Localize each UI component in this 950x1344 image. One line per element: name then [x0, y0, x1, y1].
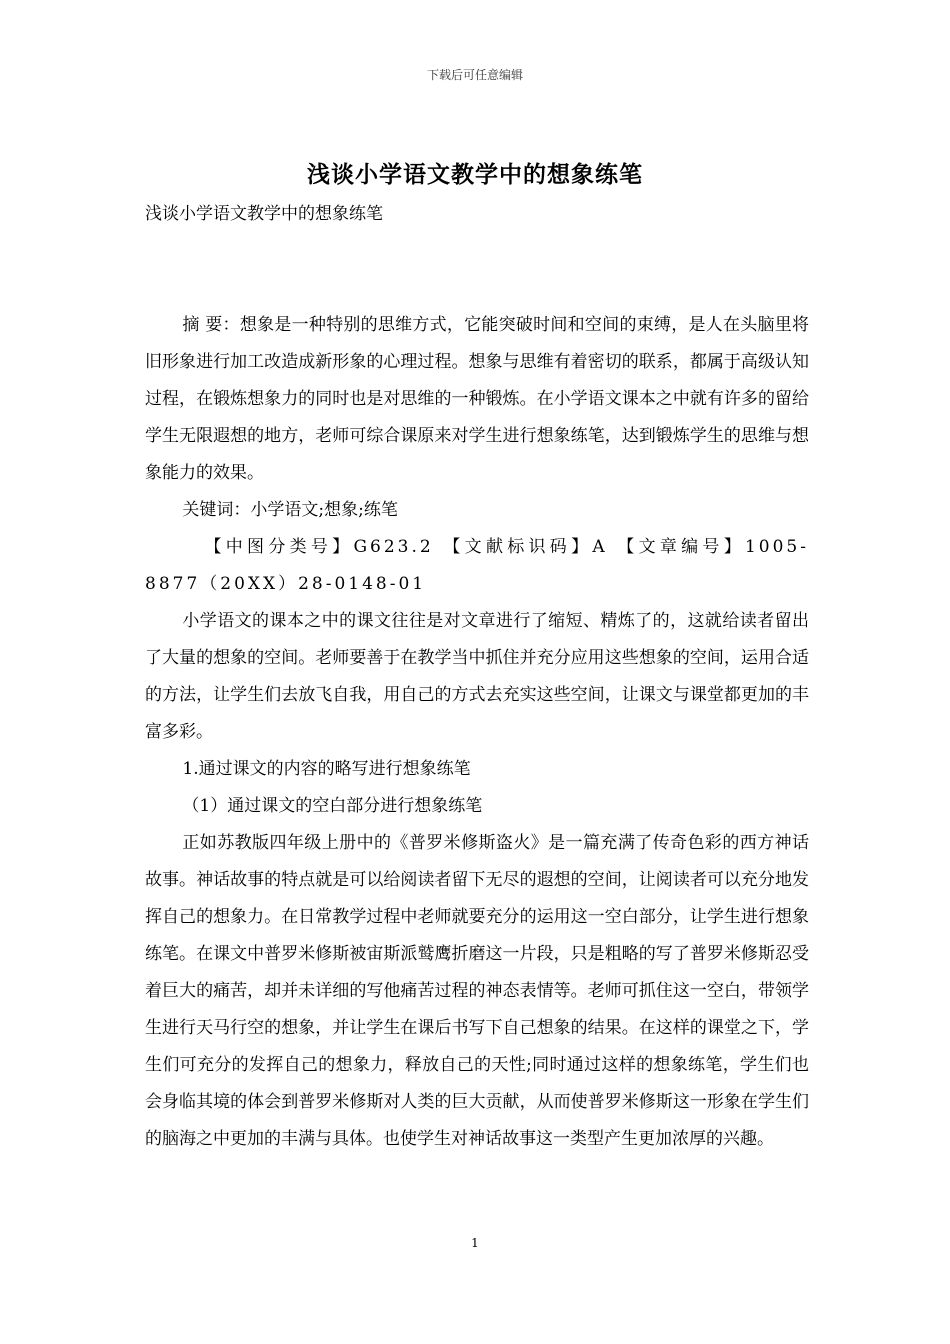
intro-paragraph: 小学语文的课本之中的课文往往是对文章进行了缩短、精炼了的，这就给读者留出了大量的想象的空间。老师要善于在教学当中抓住并充分应用这些想象的空间，运用合适的方法，让学生们去放飞自我，用自己的方式去充实这些空间，让课文与课堂都更加的丰富多彩。 [145, 611, 809, 742]
page-number: 1 [471, 1236, 479, 1250]
section-heading-1: 1.通过课文的内容的略写进行想象练笔 [182, 759, 471, 779]
body-paragraph: 正如苏教版四年级上册中的《普罗米修斯盗火》是一篇充满了传奇色彩的西方神话故事。神话故事的特点就是可以给阅读者留下无尽的遐想的空间，让阅读者可以充分地发挥自己的想象力。在日常教学过程中老师就要充分的运用这一空白部分，让学生进行想象练笔。在课文中普罗米修斯被宙斯派鹫鹰折磨这一片段，只是粗略的写了普罗米修斯忍受着巨大的痛苦，却并未详细的写他痛苦过程的神态表情等。老师可抓住这一空白，带领学生进行天马行空的想象，并让学生在课后书写下自己想象的结果。在这样的课堂之下，学生们可充分的发挥自己的想象力，释放自己的天性;同时通过这样的想象练笔，学生们也会身临其境的体会到普罗米修斯对人类的巨大贡献，从而使普罗米修斯这一形象在学生们的脑海之中更加的丰满与具体。也使学生对神话故事这一类型产生更加浓厚的兴趣。 [145, 833, 809, 1149]
abstract-paragraph: 摘 要：想象是一种特别的思维方式，它能突破时间和空间的束缚，是人在头脑里将旧形象进行加工改造成新形象的心理过程。想象与思维有着密切的联系，都属于高级认知过程，在锻炼想象力的同时也是对思维的一种锻炼。在小学语文课本之中就有许多的留给学生无限遐想的地方，老师可综合课原来对学生进行想象练笔，达到锻炼学生的思维与想象能力的效果。 [145, 315, 809, 483]
keywords-line: 关键词：小学语文;想象;练笔 [182, 500, 398, 520]
document-subtitle: 浅谈小学语文教学中的想象练笔 [145, 204, 383, 224]
section-heading-1-1: （1）通过课文的空白部分进行想象练笔 [182, 796, 483, 816]
blank-line [145, 270, 809, 307]
classification-line: 【中图分类号】G623.2 【文献标识码】A 【文章编号】1005-8877（20XX）28-0148-01 [145, 537, 809, 594]
document-body [145, 196, 809, 1158]
document-title: 浅谈小学语文教学中的想象练笔 [307, 161, 643, 188]
page-header-note: 下载后可任意编辑 [426, 68, 523, 82]
